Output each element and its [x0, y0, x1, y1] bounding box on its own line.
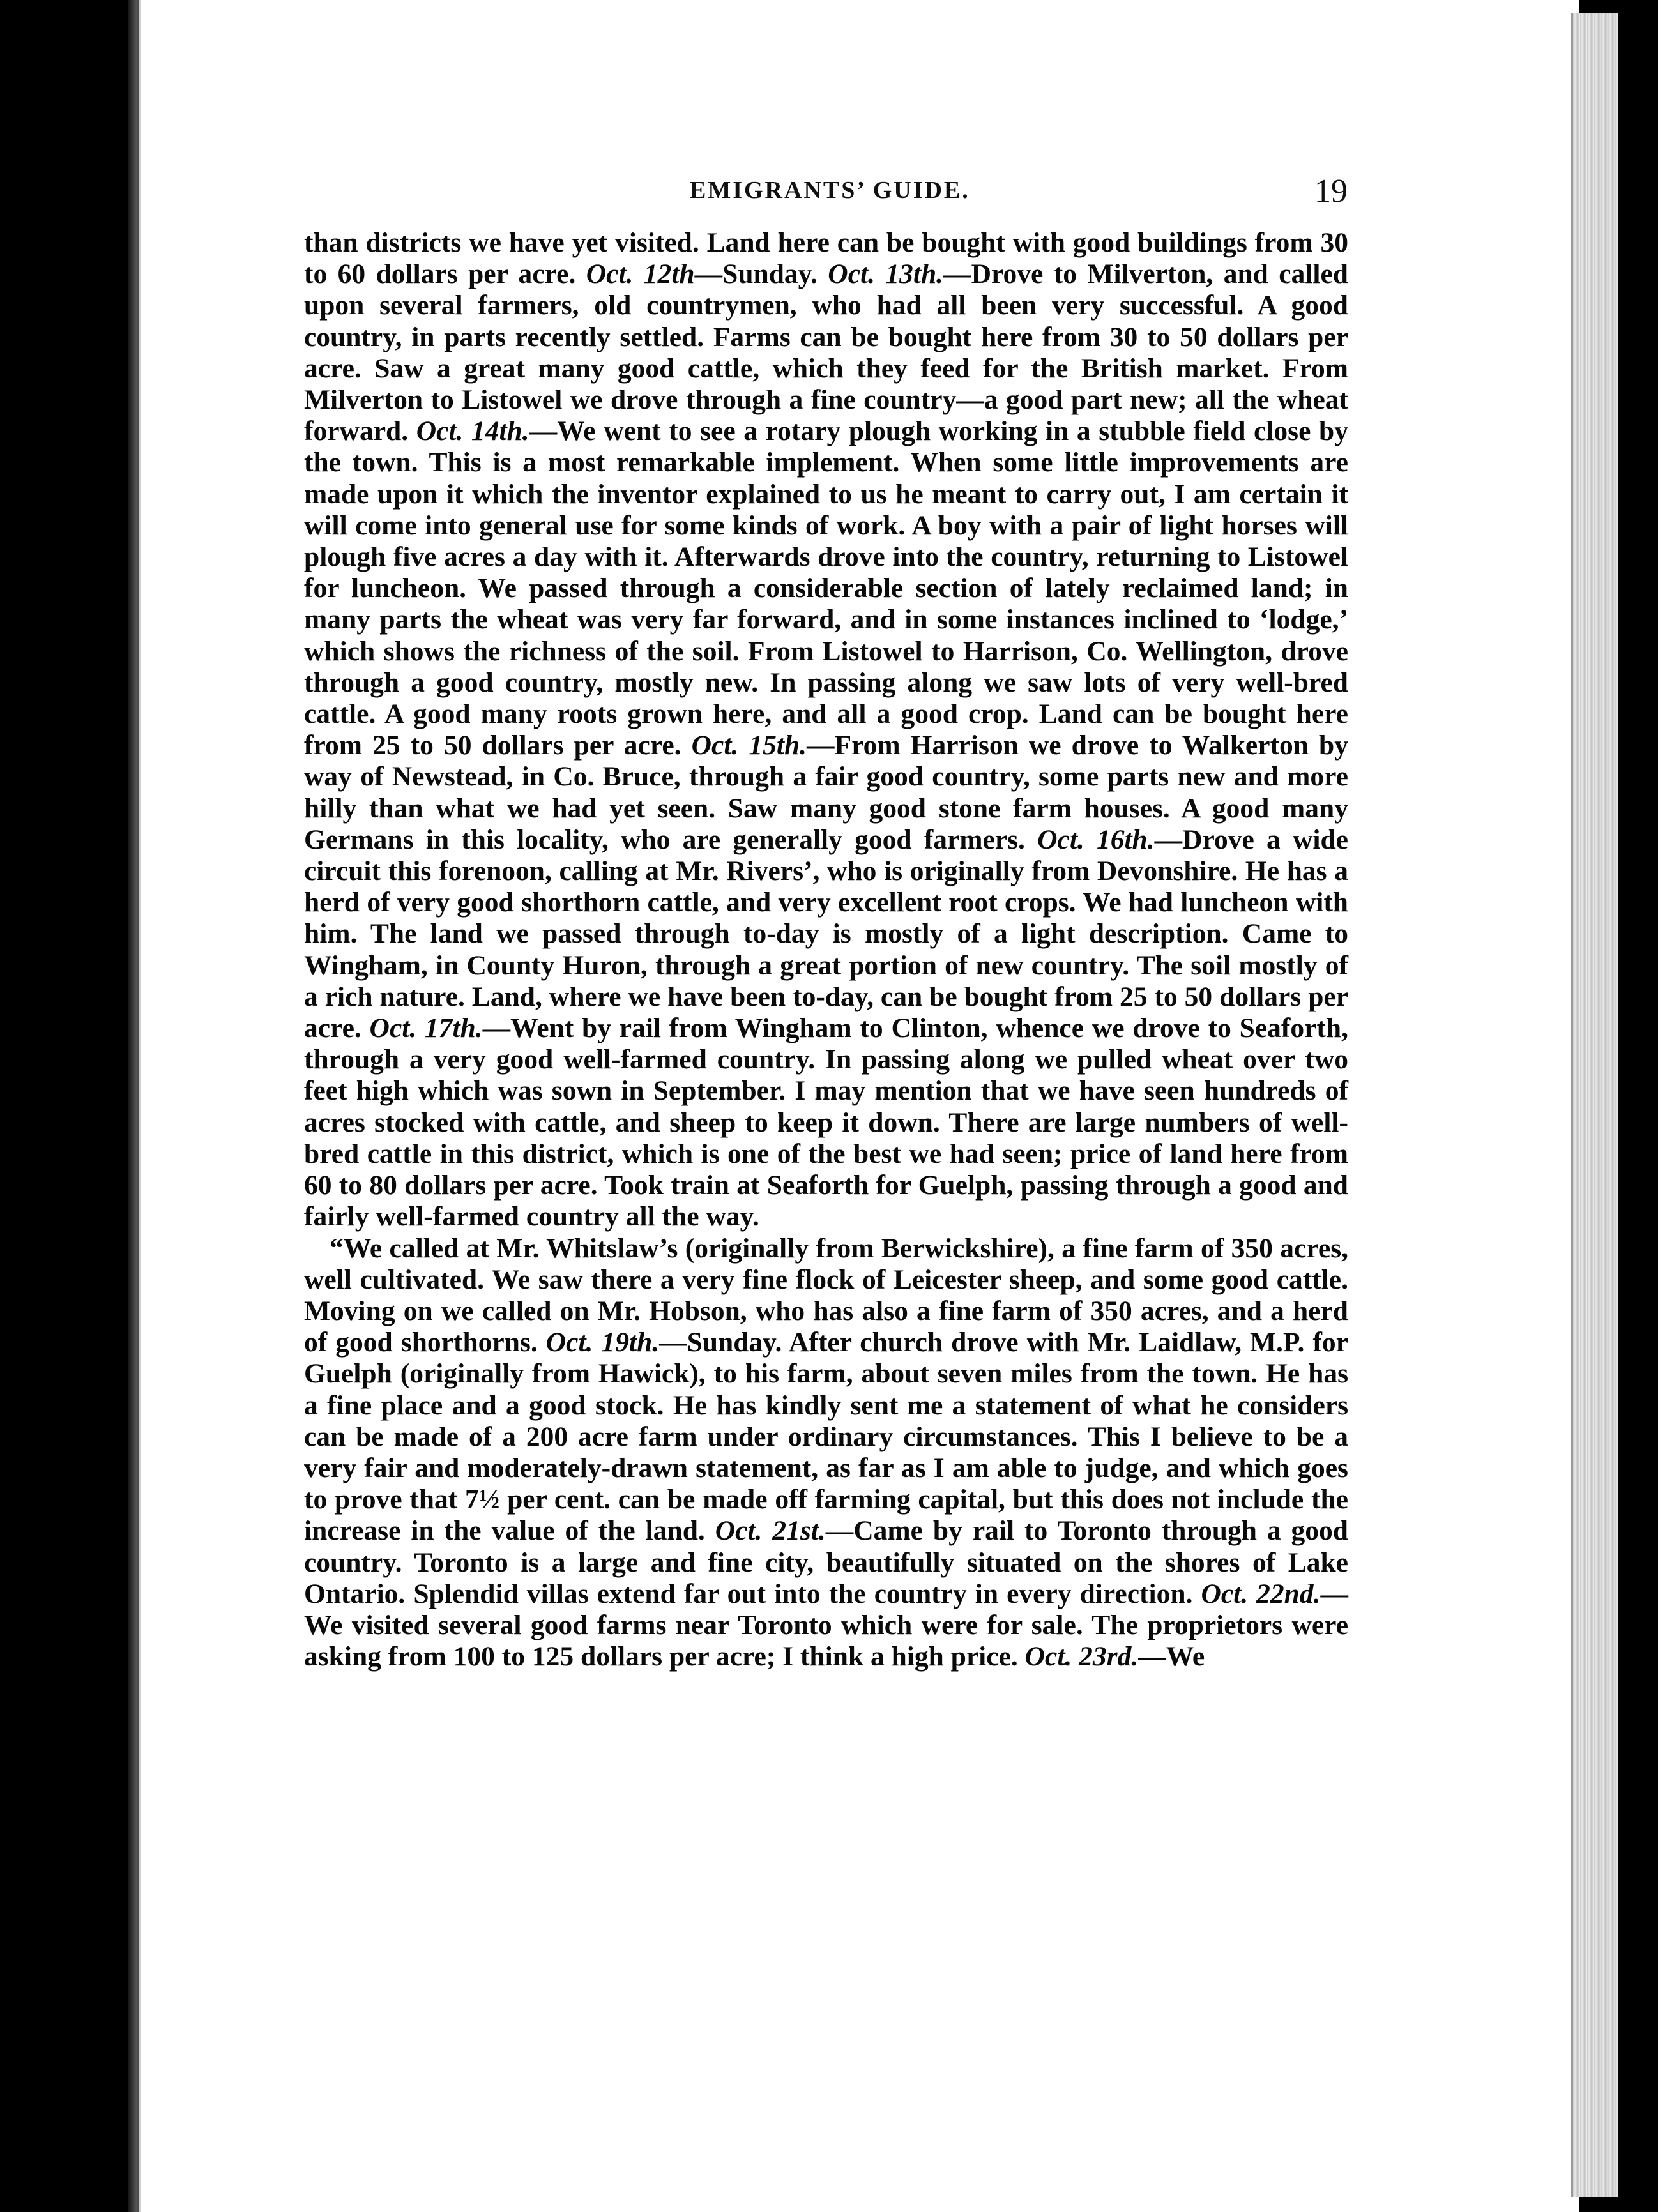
date-label: Oct. 15th.: [691, 730, 807, 761]
date-label: Oct. 13th.: [828, 259, 944, 290]
date-label: Oct. 17th.: [369, 1013, 483, 1044]
text-segment: —Sunday.: [694, 259, 828, 290]
text-segment: —Drove a wide circuit this forenoon, calling at Mr. Rivers’, who is originally from Devonshire. He has a herd of very good shorthorn cattle, and very excellent root crops. We had luncheon with him. The land we passed through to-day is mostly of a light description. Came to Wingham, in County Huron, through a great portion of new country. The soil mostly of a rich nature. Land, where we have been to-day, can be bought from 25 to 50 dollars per acre.: [304, 824, 1348, 1044]
paragraph: [304, 1233, 1348, 1673]
text-segment: —From Harrison we drove to Walkerton by way of Newstead, in Co. Bruce, through a fair good country, some parts new and more hilly than what we had yet seen. Saw many good stone farm houses. A good many Germans in this locality, who are generally good farmers.: [304, 730, 1348, 855]
text-segment: —We went to see a rotary plough working in a stubble field close by the town. This is a most remarkable implement. When some little improvements are made upon it which the inventor explained to us he meant to carry out, I am certain it will come into general use for some kinds of work. A boy with a pair of light horses will plough five acres a day with it. Afterwards drove into the country, returning to Listowel for luncheon. We passed through a considerable section of lately reclaimed land; in many parts the wheat was very far forward, and in some instances inclined to ‘lodge,’ which shows the richness of the soil. From Listowel to Harrison, Co. Wellington, drove through a good country, mostly new. In passing along we saw lots of very well-bred cattle. A good many roots grown here, and all a good crop. Land can be bought here from 25 to 50 dollars per acre.: [304, 416, 1348, 761]
text-segment: —Sunday. After church drove with Mr. Laidlaw, M.P. for Guelph (originally from Hawick), to his farm, about seven miles from the town. He has a fine place and a good stock. He has kindly sent me a statement of what he considers can be made of a 200 acre farm under ordinary circumstances. This I believe to be a very fair and moderately-drawn statement, as far as I am able to judge, and which goes to prove that 7½ per cent. can be made off farming capital, but this does not include the increase in the value of the land.: [304, 1327, 1348, 1547]
text-segment: “We called at Mr. Whitslaw’s (originally from Berwickshire), a fine farm of 350 acres, well cultivated. We saw there a very fine flock of Leicester sheep, and some good cattle. Moving on we called on Mr. Hobson, who has also a fine farm of 350 acres, and a herd of good shorthorns.: [304, 1232, 1348, 1358]
date-label: Oct. 21st.: [715, 1515, 826, 1547]
running-head: [313, 172, 1348, 213]
text-segment: —Went by rail from Wingham to Clinton, whence we drove to Seaforth, through a very good well-farmed country. In passing along we pulled wheat over two feet high which was sown in September. I may mention that we have seen hundreds of acres stocked with cattle, and sheep to keep it down. There are large numbers of well-bred cattle in this district, which is one of the best we had seen; price of land here from 60 to 80 dollars per acre. Took train at Seaforth for Guelph, passing through a good and fairly well-farmed country all the way.: [304, 1013, 1348, 1232]
date-label: Oct. 16th.: [1037, 824, 1155, 855]
text-segment: —We visited several good farms near Toronto which were for sale. The proprietors were asking from 100 to 125 dollars per acre; I think a high price.: [304, 1578, 1349, 1672]
text-segment: —Drove to Milverton, and called upon several farmers, old countrymen, who had all been very successful. A good country, in parts recently settled. Farms can be bought here from 30 to 50 dollars per acre. Saw a great many good cattle, which they feed for the British market. From Milverton to Listowel we drove through a fine country—a good part new; all the wheat forward.: [304, 259, 1348, 447]
page-number: 19: [1314, 173, 1348, 209]
date-label: Oct. 12th: [586, 259, 695, 290]
text-segment: —Came by rail to Toronto through a good country. Toronto is a large and fine city, beautifully situated on the shores of Lake Ontario. Splendid villas extend far out into the country in every direction.: [304, 1515, 1349, 1609]
page-edges: [1571, 13, 1618, 2197]
date-label: Oct. 14th.: [416, 416, 529, 447]
body-text: [304, 227, 1348, 1672]
text-segment: than districts we have yet visited. Land here can be bought with good buildings from 30 to 60 dollars per acre.: [304, 227, 1348, 290]
date-label: Oct. 19th.: [545, 1327, 660, 1358]
date-label: Oct. 22nd.: [1201, 1578, 1321, 1609]
date-label: Oct. 23rd.: [1024, 1641, 1139, 1672]
running-title: EMIGRANTS’ GUIDE.: [690, 177, 970, 204]
text-segment: —We: [1138, 1641, 1205, 1672]
paragraph: [304, 227, 1348, 1233]
